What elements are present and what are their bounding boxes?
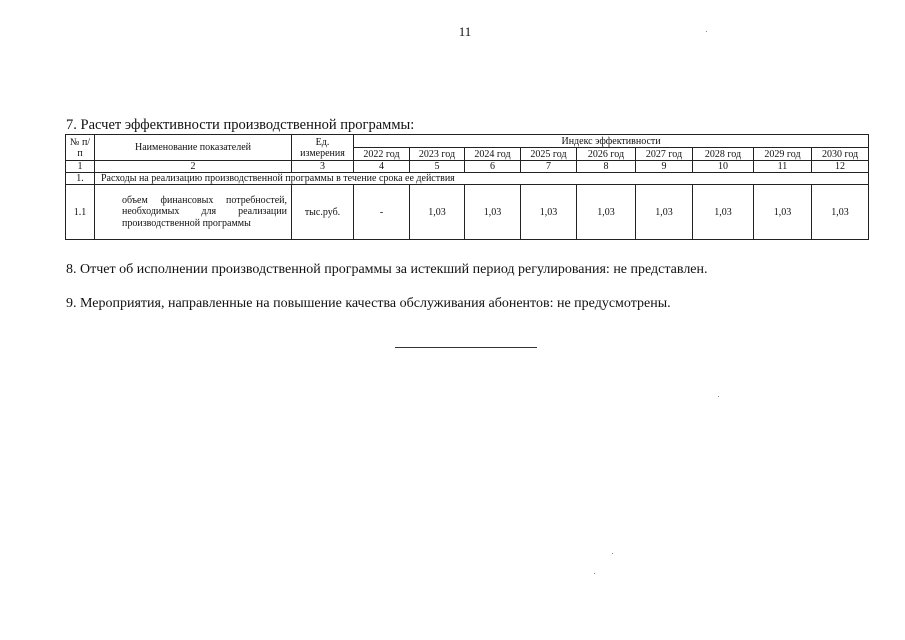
row-num: 1.1: [66, 185, 95, 240]
header-year: 2023 год: [410, 148, 465, 161]
scan-speck: [718, 396, 719, 397]
section-9-paragraph: 9. Мероприятия, направленные на повышение качества обслуживания абонентов: не предусмотрены.: [66, 296, 671, 311]
row-value: -: [354, 185, 410, 240]
group-text: Расходы на реализацию производственной программы в течение срока ее действия: [95, 173, 869, 185]
row-value: 1,03: [465, 185, 521, 240]
header-year: 2030 год: [812, 148, 869, 161]
col-number: 12: [812, 161, 869, 173]
scan-speck: [706, 31, 707, 32]
group-row: [66, 173, 869, 185]
col-number: 9: [636, 161, 693, 173]
section-8-paragraph: 8. Отчет об исполнении производственной программы за истекший период регулирования: не представлен.: [66, 262, 708, 277]
row-value: 1,03: [636, 185, 693, 240]
col-number: 8: [577, 161, 636, 173]
col-number: 4: [354, 161, 410, 173]
header-row-1: [66, 135, 869, 148]
row-value: 1,03: [577, 185, 636, 240]
col-number: 7: [521, 161, 577, 173]
row-value: 1,03: [410, 185, 465, 240]
group-num: 1.: [66, 173, 95, 185]
header-num: № п/п: [66, 135, 95, 161]
col-number: 3: [292, 161, 354, 173]
row-unit: тыс.руб.: [292, 185, 354, 240]
row-name: объем финансовых потребностей, необходимых для реализации производственной программы: [95, 185, 292, 240]
header-year: 2022 год: [354, 148, 410, 161]
header-year: 2027 год: [636, 148, 693, 161]
col-number: 11: [754, 161, 812, 173]
row-value: 1,03: [754, 185, 812, 240]
col-number: 6: [465, 161, 521, 173]
page-number: 11: [458, 24, 472, 39]
scan-speck: [594, 573, 595, 574]
col-number: 5: [410, 161, 465, 173]
header-year: 2029 год: [754, 148, 812, 161]
header-year: 2024 год: [465, 148, 521, 161]
closing-separator-line: [395, 347, 537, 348]
header-name: Наименование показателей: [95, 135, 292, 161]
col-number: 2: [95, 161, 292, 173]
header-index-group: Индекс эффективности: [354, 135, 869, 148]
col-number: 1: [66, 161, 95, 173]
header-year: 2025 год: [521, 148, 577, 161]
efficiency-table: [65, 134, 869, 240]
header-year: 2026 год: [577, 148, 636, 161]
header-year: 2028 год: [693, 148, 754, 161]
row-value: 1,03: [693, 185, 754, 240]
table-row: [66, 185, 869, 240]
row-value: 1,03: [521, 185, 577, 240]
col-number: 10: [693, 161, 754, 173]
section-7-title: 7. Расчет эффективности производственной программы:: [66, 117, 415, 133]
header-unit: Ед. измерения: [292, 135, 354, 161]
column-numbers-row: [66, 161, 869, 173]
row-value: 1,03: [812, 185, 869, 240]
scan-speck: [612, 553, 613, 554]
